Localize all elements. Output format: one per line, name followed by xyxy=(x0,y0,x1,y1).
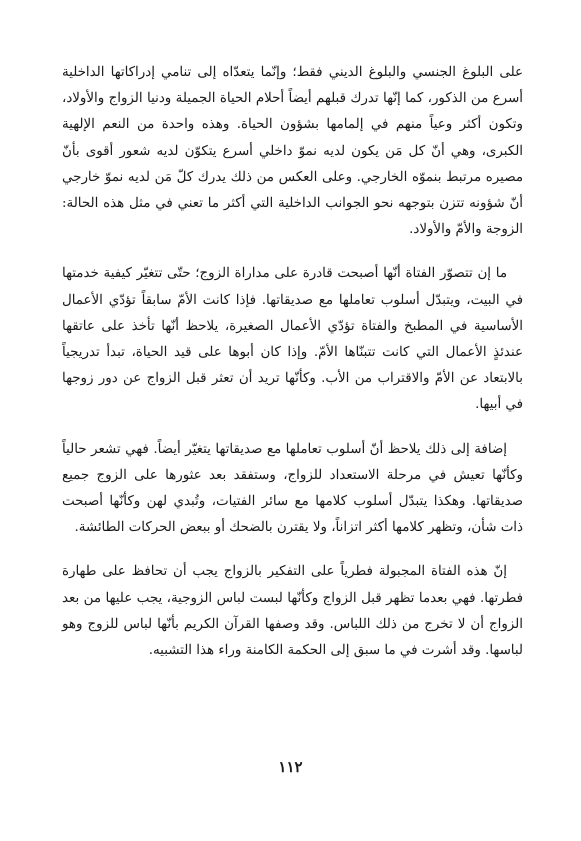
paragraph-4: إنّ هذه الفتاة المجبولة فطرياً على التفكير بالزواج يجب أن تحافظ على طهارة فطرتها. فهي بعدما تظهر قبل الزواج وكأنّها لبست لباس الزوجية، يجب عليها من بعد الزواج أن لا تخرج من ذلك اللباس. وقد وصفها القرآن الكريم بأنّها لباس للزوج وهو لباسها. وقد أشرت في ما سبق إلى الحكمة الكامنة وراء هذا التشبيه. xyxy=(62,564,523,659)
paragraph-3: إضافة إلى ذلك يلاحظ أنّ أسلوب تعاملها مع صديقاتها يتغيّر أيضاً. فهي تشعر حالياً وكأنّها تعيش في مرحلة الاستعداد للزواج، وستفقد بعد عثورها على الزوج جميع صديقاتها. وهكذا يتبدّل أسلوب كلامها مع سائر الفتيات، وتُبدي لهن وكأنّها أصبحت ذات شأن، وتظهر كلامها أكثر اتزاناً، ولا يقترن بالضحك أو ببعض الحركات الطائشة. xyxy=(62,441,523,536)
body-text xyxy=(62,60,523,664)
page-number: ١١٢ xyxy=(278,758,303,776)
paragraph-2: ما إن تتصوّر الفتاة أنّها أصبحت قادرة على مداراة الزوج؛ حتّى تتغيّر كيفية خدمتها في البيت، ويتبدّل أسلوب تعاملها مع صديقاتها. فإذا كانت الأمّ سابقاً تؤدّي الأعمال الأساسية في المطبخ والفتاة تؤدّي الأعمال الصغيرة، يلاحظ أنّها تأخذ على عاتقها عندئذٍ الأعمال التي كانت تتبنّاها الأمّ. وإذا كان أبوها على قيد الحياة، تبدأ تدريجياً بالابتعاد عن الأمّ والاقتراب من الأب. وكأنّها تريد أن تعثر قبل الزواج عن دور زوجها في أبيها. xyxy=(62,266,523,413)
paragraph-1: على البلوغ الجنسي والبلوغ الديني فقط؛ وإنّما يتعدّاه إلى تنامي إدراكاتها الداخلية أسرع من الذكور، كما إنّها تدرك قبلهم أيضاً أحلام الحياة الجميلة ودنيا الزواج والأولاد، وتكون أكثر وعياً منهم في إلمامها بشؤون الحياة. وهذه واحدة من النعم الإلهية الكبرى، وهي أنّ كل مَن يكون لديه نموّ داخلي أسرع يتكوّن لديه شعور أقوى بأنّ مصيره مرتبط بنموّه الخارجي. وعلى العكس من ذلك يدرك كلّ مَن لديه نموّ خارجي أنّ شؤونه تتزن بتوجهه نحو الجوانب الداخلية التي أكثر ما تعني في مثل هذه الحالة: الزوجة والأمّ والأولاد. xyxy=(62,65,523,238)
